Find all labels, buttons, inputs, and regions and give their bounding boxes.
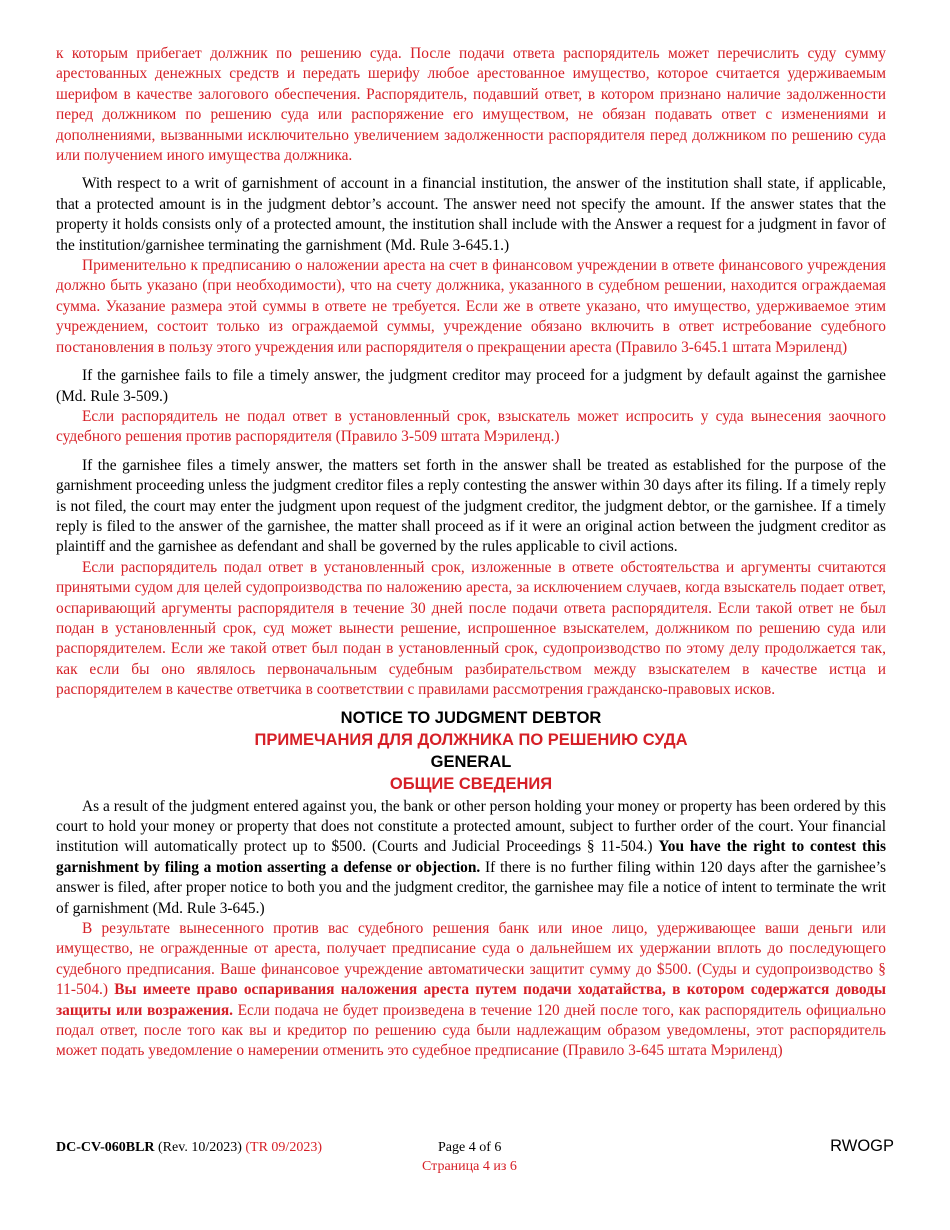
paragraph-ru-1: к которым прибегает должник по решению суда. После подачи ответа распорядитель может перечислить суду сумму арестованных денежных средств и передать шерифу любое арестованное имущество, которое считается удерживаемым шерифом в качестве залогового обеспечения. Распорядитель, подавший ответ, в котором признано наличие задолженности перед должником по решению суда или распоряжение его имуществом, не обязан подавать ответ с изменениями и дополнениями, вызванными исключительно увеличением задолженности распорядителя перед должником по решению суда или получением иного имущества должника. [56, 45, 886, 165]
document-page [56, 44, 886, 1062]
general-ru-text-a: В результате вынесенного против вас судебного решения банк или иное лицо, удерживающее ваши деньги или имущество, не огражденные от ареста, получает предписание суда о дальнейшем их удержании вплоть до последующего судебного предписания. Ваше финансовое учреждение автоматически защитит сумму до $500. (Суды и судопроизводство § 11-504.) [56, 920, 886, 999]
footer-translation-rev: (TR 09/2023) [245, 1140, 322, 1155]
footer-form-code: RWOGP [830, 1137, 894, 1155]
footer-form-id: DC-CV-060BLR [56, 1140, 155, 1155]
section-heading [56, 707, 886, 795]
general-en-bold: You have the right to contest this garnishment by filing a motion asserting a defense or objection. [56, 838, 886, 876]
footer-page-number-ru: Страница 4 из 6 [422, 1159, 517, 1174]
paragraph-en-default: If the garnishee fails to file a timely answer, the judgment creditor may proceed for a judgment by default against the garnishee (Md. Rule 3-509.) [56, 367, 886, 405]
paragraph-en-financial-institution: With respect to a writ of garnishment of account in a financial institution, the answer of the institution shall state, if applicable, that a protected amount is in the judgment debtor’s account. The answer need not specify the amount. If the answer states that the property it holds consists only of a protected amount, the institution shall include with the Answer a request for a judgment in favor of the institution/garnishee terminating the garnishment (Md. Rule 3-645.1.) [56, 175, 886, 254]
paragraph-en-general [56, 797, 886, 919]
general-ru-bold: Вы имеете право оспаривания наложения ареста путем подачи ходатайства, в котором содержатся доводы защиты или возражения. [56, 981, 886, 1019]
heading-general-ru: ОБЩИЕ СВЕДЕНИЯ [389, 774, 553, 793]
paragraph-ru-default: Если распорядитель не подал ответ в установленный срок, взыскатель может испросить у суда вынесения заочного судебного решения против распорядителя (Правило 3-509 штата Мэриленд.) [56, 407, 886, 446]
general-en-text-a: As a result of the judgment entered against you, the bank or other person holding your money or property has been ordered by this court to hold your money or property that does not constitute a protected amount, subject to further order of the court. Your financial institution will automatically protect up to $500. (Courts and Judicial Proceedings § 11-504.) [56, 797, 886, 856]
general-en-text-b: If there is no further filing within 120 days after the garnishee’s answer is filed, after proper notice to both you and the judgment creditor, the garnishee may file a notice of intent to terminate the writ of garnishment (Md. Rule 3-645.) [56, 858, 886, 917]
paragraph-ru-financial-institution: Применительно к предписанию о наложении ареста на счет в финансовом учреждении в ответе финансового учреждения должно быть указано (при необходимости), что на счету должника, указанного в судебном решении, находится ограждаемая сумма. Указание размера этой суммы в ответе не требуется. Если же в ответе указано, что имущество, удерживаемое этим учреждением, состоит только из ограждаемой суммы, учреждение обязано включить в ответ истребование судебного постановления в пользу этого учреждения или распорядителя о прекращении ареста (Правило 3-645.1 штата Мэриленд) [56, 257, 886, 356]
footer-form-info [56, 1140, 322, 1156]
paragraph-en-timely-answer: If the garnishee files a timely answer, the matters set forth in the answer shall be treated as established for the purpose of the garnishment proceeding unless the judgment creditor files a reply contesting the answer within 30 days after its filing. If a timely reply is not filed, the court may enter the judgment upon request of the judgment creditor, the judgment debtor, or the garnishee. If a timely reply is filed to the answer of the garnishee, the matter shall proceed as if it were an original action between the judgment creditor as plaintiff and the garnishee as defendant and shall be governed by the rules applicable to civil actions. [56, 456, 887, 556]
paragraph-ru-timely-answer: Если распорядитель подал ответ в установленный срок, изложенные в ответе обстоятельства и аргументы считаются принятыми судом для целей судопроизводства по наложению ареста, за исключением случаев, когда взыскатель подает ответ, оспаривающий аргументы распорядителя в течение 30 дней после подачи ответа распорядителя. Если такой ответ не был подан в установленный срок, суд может вынести решение, испрошенное взыскателем, должником по решению суда или распорядителем. Если же такой ответ был подан в установленный срок, судопроизводство по этому делу продолжается так, как если бы оно являлось первоначальным судебным разбирательством между взыскателем в качестве истца и распорядителем в качестве ответчика в соответствии с правилами рассмотрения гражданско-правовых исков. [56, 558, 886, 699]
page-footer [56, 1137, 896, 1180]
paragraph-ru-general [56, 919, 886, 1062]
heading-general-en: GENERAL [430, 752, 512, 771]
general-ru-text-b: Если подача не будет произведена в течение 120 дней после того, как распорядитель официально подал ответ, после того как вы и кредитор по решению суда были надлежащим образом уведомлены, этот распорядитель может подать уведомление о намерении отменить это судебное предписание (Правило 3-645 штата Мэриленд) [56, 1001, 886, 1060]
heading-notice-ru: ПРИМЕЧАНИЯ ДЛЯ ДОЛЖНИКА ПО РЕШЕНИЮ СУДА [254, 730, 688, 749]
footer-page-number: Page 4 of 6 [438, 1140, 502, 1155]
heading-notice-en: NOTICE TO JUDGMENT DEBTOR [340, 708, 602, 727]
footer-rev: (Rev. 10/2023) [154, 1140, 246, 1155]
